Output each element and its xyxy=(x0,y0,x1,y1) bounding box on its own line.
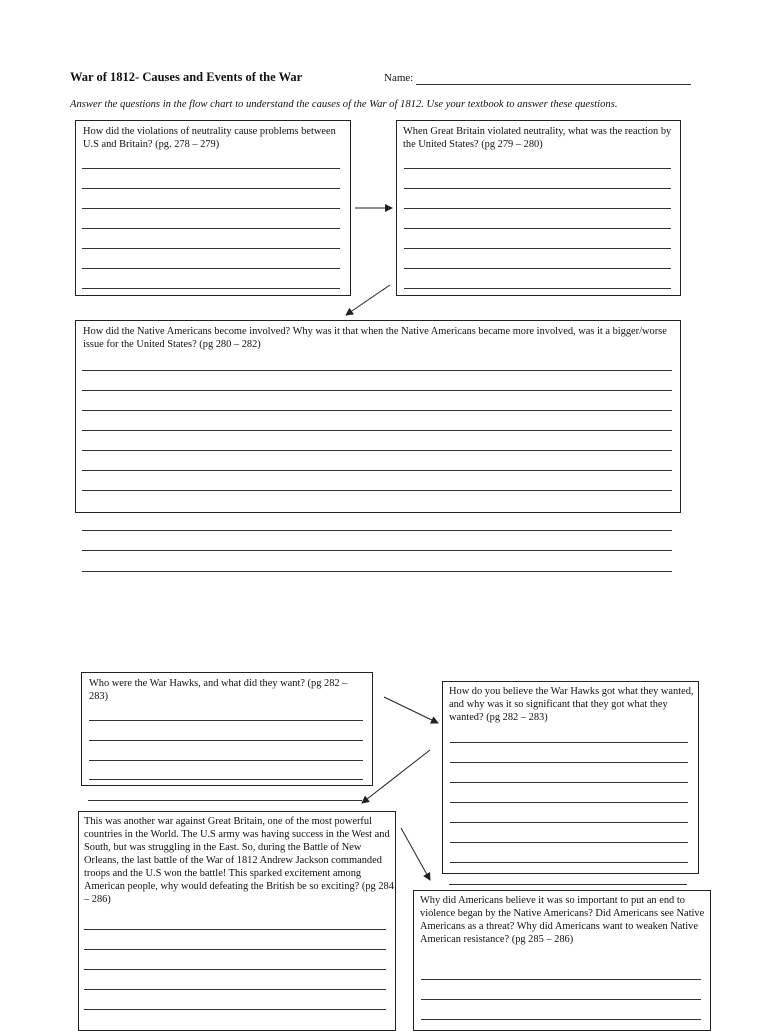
answer-line[interactable] xyxy=(82,168,340,169)
worksheet-title: War of 1812- Causes and Events of the War xyxy=(70,70,303,84)
answer-line[interactable] xyxy=(84,949,386,950)
question-box-battle-of-new-orleans xyxy=(78,811,396,1031)
answer-line[interactable] xyxy=(404,188,671,189)
answer-line[interactable] xyxy=(84,929,386,930)
answer-line[interactable] xyxy=(450,762,688,763)
answer-line[interactable] xyxy=(450,802,688,803)
answer-line[interactable] xyxy=(404,228,671,229)
answer-line[interactable] xyxy=(89,779,363,780)
arrow-down-right-icon xyxy=(401,828,430,880)
answer-line[interactable] xyxy=(450,782,688,783)
answer-line[interactable] xyxy=(82,228,340,229)
question-box-native-american-resistance xyxy=(413,890,711,1031)
answer-line[interactable] xyxy=(82,530,672,531)
answer-line[interactable] xyxy=(82,430,672,431)
answer-line[interactable] xyxy=(84,1009,386,1010)
question-text: Who were the War Hawks, and what did they want? (pg 282 – 283) xyxy=(89,678,348,702)
question-text: This was another war against Great Britain, one of the most powerful countries in the World. The U.S army was having success in the West and South, but was struggling in the East. So, during the Battle of New Orleans, the last battle of the War of 1812 Andrew Jackson commanded troops and the U.S won the battle! This sparked excitement among American people, why would defeating the British be so exciting? (pg 284 – 286) xyxy=(84,816,394,905)
answer-line[interactable] xyxy=(404,288,671,289)
answer-line[interactable] xyxy=(421,1019,701,1020)
answer-line[interactable] xyxy=(82,490,672,491)
question-text: How do you believe the War Hawks got what they wanted, and why was it so significant that they got what they wanted? (pg 282 – 283) xyxy=(449,686,694,723)
answer-line[interactable] xyxy=(82,288,340,289)
name-label: Name: xyxy=(384,72,414,84)
answer-line[interactable] xyxy=(450,862,688,863)
question-box-us-reaction xyxy=(396,120,681,296)
arrow-down-right-icon xyxy=(384,697,438,723)
answer-line[interactable] xyxy=(88,800,362,801)
question-box-war-hawks-significance xyxy=(442,681,699,874)
answer-line[interactable] xyxy=(421,979,701,980)
question-box-war-hawks xyxy=(81,672,373,786)
answer-line[interactable] xyxy=(421,999,701,1000)
answer-line[interactable] xyxy=(82,390,672,391)
answer-line[interactable] xyxy=(404,208,671,209)
question-text: When Great Britain violated neutrality, what was the reaction by the United States? (pg 279 – 280) xyxy=(403,126,672,150)
answer-line[interactable] xyxy=(404,248,671,249)
question-box-neutrality-problems xyxy=(75,120,351,296)
answer-line[interactable] xyxy=(82,571,672,572)
answer-line[interactable] xyxy=(82,208,340,209)
answer-line[interactable] xyxy=(82,550,672,551)
answer-line[interactable] xyxy=(84,969,386,970)
question-box-native-americans xyxy=(75,320,681,513)
answer-line[interactable] xyxy=(82,450,672,451)
answer-line[interactable] xyxy=(89,760,363,761)
question-text: How did the Native Americans become involved? Why was it that when the Native Americans became more involved, was it a bigger/worse issue for the United States? (pg 280 – 282) xyxy=(83,326,667,350)
question-text: Why did Americans believe it was so important to put an end to violence began by the Native Americans? Did Americans see Native Americans as a threat? Why did Americans want to weaken Native American resistance? (pg 285 – 286) xyxy=(420,895,705,945)
answer-line[interactable] xyxy=(82,470,672,471)
name-answer-line[interactable] xyxy=(416,84,691,85)
answer-line[interactable] xyxy=(89,740,363,741)
answer-line[interactable] xyxy=(404,168,671,169)
answer-line[interactable] xyxy=(450,842,688,843)
question-text: How did the violations of neutrality cause problems between U.S and Britain? (pg. 278 – 279) xyxy=(83,126,336,150)
answer-line[interactable] xyxy=(89,720,363,721)
answer-line[interactable] xyxy=(82,268,340,269)
answer-line[interactable] xyxy=(82,188,340,189)
answer-line[interactable] xyxy=(449,884,687,885)
answer-line[interactable] xyxy=(450,742,688,743)
answer-line[interactable] xyxy=(84,989,386,990)
answer-line[interactable] xyxy=(82,370,672,371)
answer-line[interactable] xyxy=(450,822,688,823)
answer-line[interactable] xyxy=(82,248,340,249)
answer-line[interactable] xyxy=(404,268,671,269)
answer-line[interactable] xyxy=(82,410,672,411)
instructions: Answer the questions in the flow chart to understand the causes of the War of 1812. Use your textbook to answer these questions. xyxy=(70,99,618,110)
arrow-down-left-icon xyxy=(346,285,390,315)
